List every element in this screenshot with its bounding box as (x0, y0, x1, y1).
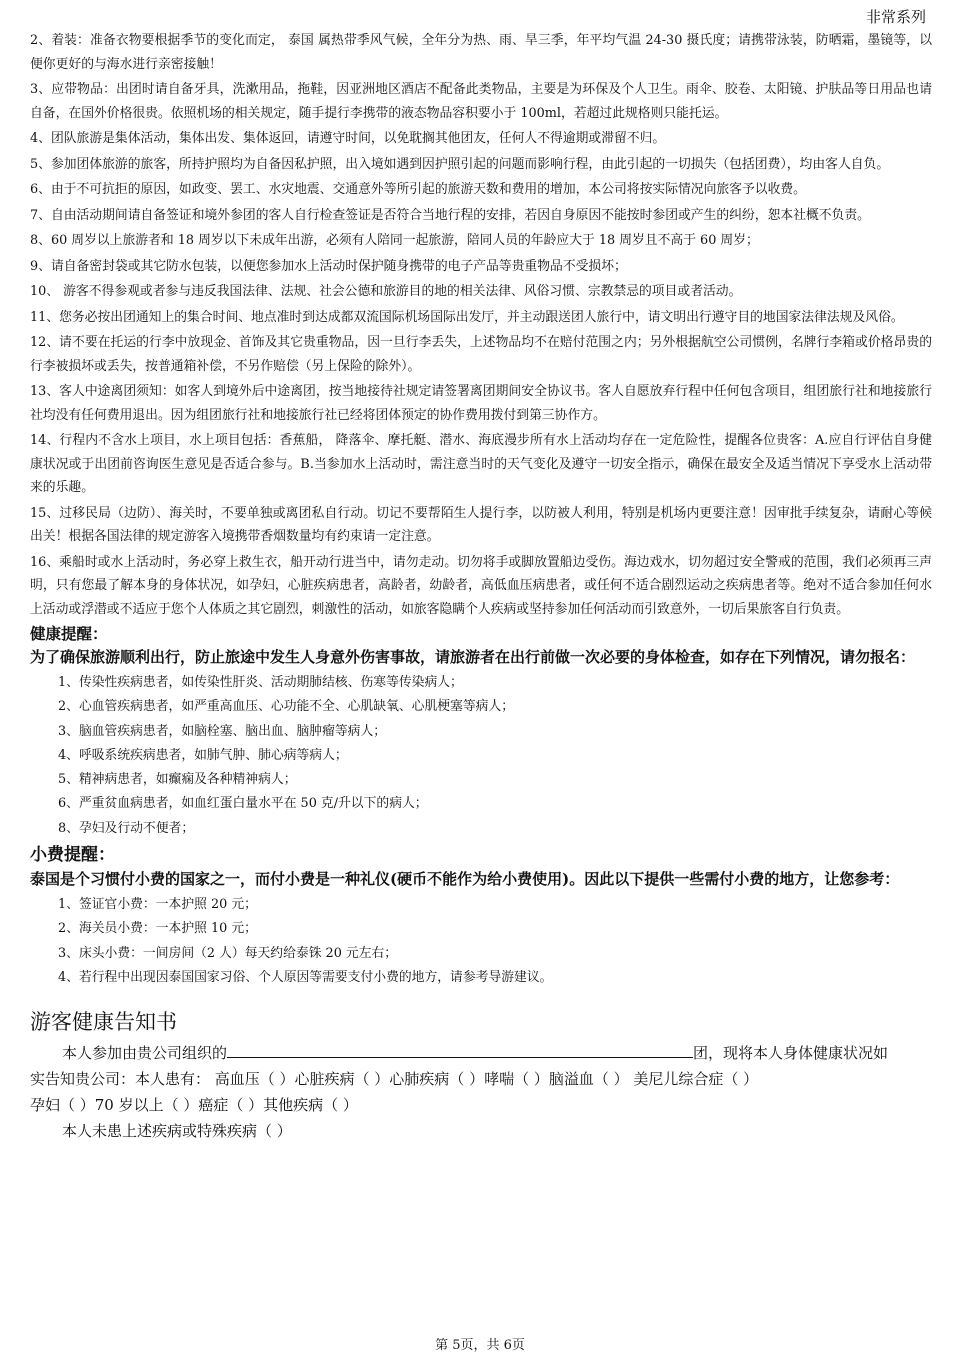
group-name-field[interactable] (227, 1041, 693, 1058)
notice-item: 15、过移民局（边防）、海关时，不要单独或离团私自行动。切记不要帮陌生人提行李，以防被人利用，特别是机场内更要注意！因审批手续复杂，请耐心等候出关！根据各国法律的规定游客入境携带香烟数量均有约束请一定注意。 (30, 505, 932, 544)
list-item: 4、若行程中出现因泰国国家习俗、个人原因等需要支付小费的地方，请参考导游建议。 (58, 969, 553, 985)
notice-item: 11、您务必按出团通知上的集合时间、地点准时到达成都双流国际机场国际出发厅，并主动跟送团人旅行中，请文明出行遵守目的地国家法律法规及风俗。 (30, 309, 904, 325)
form-suffix: 团，现将本人身体健康状况如 (693, 1044, 889, 1063)
notice-item: 3、应带物品：出团时请自备牙具，洗漱用品，拖鞋，因亚洲地区酒店不配备此类物品，主要是为环保及个人卫生。雨伞、胶卷、太阳镜、护肤品等日用品也请自备，在国外价格很贵。依照机场的相关规定，随手提行李携带的液态物品容积要小于 100ml，若超过此规格则只能托运。 (30, 82, 932, 121)
list-item: 1、签证官小费：一本护照 20 元； (58, 897, 257, 913)
health-intro: 为了确保旅游顺利出行，防止旅途中发生人身意外伤害事故，请旅游者在出行前做一次必要的身体检查，如存在下列情况，请勿报名： (30, 648, 916, 666)
health-form-line (30, 1040, 932, 1066)
notice-item: 12、请不要在托运的行李中放现金、首饰及其它贵重物品，因一旦行李丢失，上述物品均不在赔付范围之内；另外根据航空公司惯例，名牌行李箱或价格昂贵的行李被损坏或丢失，按普通箱补偿，不另作赔偿（另上保险的除外）。 (30, 335, 932, 374)
tips-intro: 泰国是个习惯付小费的国家之一，而付小费是一种礼仪(硬币不能作为给小费使用)。因此以下提供一些需付小费的地方，让您参考： (30, 870, 900, 889)
tips-list (30, 893, 932, 990)
list-item: 5、精神病患者，如癫痫及各种精神病人； (58, 772, 297, 788)
tips-heading: 小费提醒： (30, 845, 115, 866)
list-item: 3、床头小费：一间房间（2 人）每天约给泰铢 20 元左右； (58, 945, 398, 961)
notice-item: 10、 游客不得参观或者参与违反我国法律、法规、社会公德和旅游目的地的相关法律、风俗习惯、宗教禁忌的项目或者活动。 (30, 284, 742, 299)
notice-item: 4、团队旅游是集体活动，集体出发、集体返回，请遵守时间，以免耽搁其他团友，任何人不得逾期或滞留不归。 (30, 131, 666, 146)
series-label: 非常系列 (865, 8, 926, 26)
notice-list (30, 29, 932, 621)
health-list (30, 671, 932, 841)
list-item: 1、传染性疾病患者，如传染性肝炎、活动期肺结核、伤寒等传染病人； (58, 675, 463, 690)
no-disease-declaration[interactable]: 本人未患上述疾病或特殊疾病（ ） (62, 1122, 292, 1141)
notice-item: 9、请自备密封袋或其它防水包装，以便您参加水上活动时保护随身携带的电子产品等贵重物品不受损坏； (30, 258, 627, 274)
list-item: 8、孕妇及行动不便者； (58, 820, 195, 836)
list-item: 4、呼吸系统疾病患者，如肺气肿、肺心病等病人； (58, 747, 348, 763)
notice-item: 16、乘船时或水上活动时，务必穿上救生衣，船开动行进当中，请勿走动。切勿将手或脚放置船边受伤。海边戏水，切勿超过安全警戒的范围，我们必须再三声明，只有您最了解本身的身体状况，如孕妇，心脏疾病患者，高龄者，幼龄者，高低血压病患者，或任何不适合剧烈运动之疾病患者等。绝对不适合参加任何水上活动或浮潜或不适应于您个人体质之其它剧烈，刺激性的活动，如旅客隐瞒个人疾病或坚持参加任何活动而引致意外，一切后果旅客自行负责。 (30, 554, 932, 617)
list-item: 2、心血管疾病患者，如严重高血压、心功能不全、心肌缺氧、心肌梗塞等病人； (58, 699, 515, 715)
notice-item: 13、客人中途离团须知：如客人到境外后中途离团，按当地接待社规定请签署离团期间安全协议书。客人自愿放弃行程中任何包含项目，组团旅行社和地接旅行社均没有任何费用退出。因为组团旅行社和地接旅行社已经将团体预定的协作费用拨付到第三协作方。 (30, 384, 932, 423)
health-form-title: 游客健康告知书 (30, 1010, 177, 1035)
list-item: 2、海关员小费：一本护照 10 元； (58, 921, 257, 937)
notice-item: 5、参加团体旅游的旅客，所持护照均为自备因私护照，出入境如遇到因护照引起的问题而影响行程，由此引起的一切损失（包括团费），均由客人自负。 (30, 156, 890, 172)
page-number: 第 5页，共 6页 (435, 1338, 525, 1353)
health-heading: 健康提醒： (30, 624, 108, 643)
list-item: 3、脑血管疾病患者，如脑栓塞、脑出血、脑肿瘤等病人； (58, 723, 387, 739)
notice-item: 8、60 周岁以上旅游者和 18 周岁以下未成年出游，必须有人陪同一起旅游，陪同人员的年龄应大于 18 周岁且不高于 60 周岁； (30, 233, 759, 248)
list-item: 6、严重贫血病患者，如血红蛋白量水平在 50 克/升以下的病人； (58, 796, 428, 812)
notice-item: 2、着装：准备衣物要根据季节的变化而定， 泰国 属热带季风气候，全年分为热、雨、旱三季，年平均气温 24-30 摄氏度；请携带泳装，防晒霜，墨镜等，以便你更好的与海水进行亲密接触！ (30, 33, 932, 72)
disease-checklist-continued[interactable]: 孕妇（ ）70 岁以上（ ）癌症（ ）其他疾病（ ） (30, 1096, 358, 1115)
form-prefix: 本人参加由贵公司组织的 (62, 1044, 228, 1063)
notice-item: 6、由于不可抗拒的原因，如政变、罢工、水灾地震、交通意外等所引起的旅游天数和费用的增加，本公司将按实际情况向旅客予以收费。 (30, 182, 806, 197)
notice-item: 14、行程内不含水上项目，水上项目包括：香蕉船， 降落伞、摩托艇、潜水、海底漫步所有水上活动均存在一定危险性，提醒各位贵客：A.应自行评估自身健康状况或于出团前咨询医生意见是否适合参与。B.当参加水上活动时，需注意当时的天气变化及遵守一切安全指示，确保在最安全及适当情况下享受水上活动带来的乐趣。 (30, 433, 932, 495)
notice-item: 7、自由活动期间请自备签证和境外参团的客人自行检查签证是否符合当地行程的安排，若因自身原因不能按时参团或产生的纠纷，恕本社概不负责。 (30, 207, 870, 223)
disease-checklist[interactable]: 实告知贵公司：本人患有： 高血压（ ）心脏疾病（ ）心肺疾病（ ）哮喘（ ）脑溢血（ ） 美尼儿综合症（ ） (30, 1070, 759, 1089)
document-content (30, 29, 932, 1144)
